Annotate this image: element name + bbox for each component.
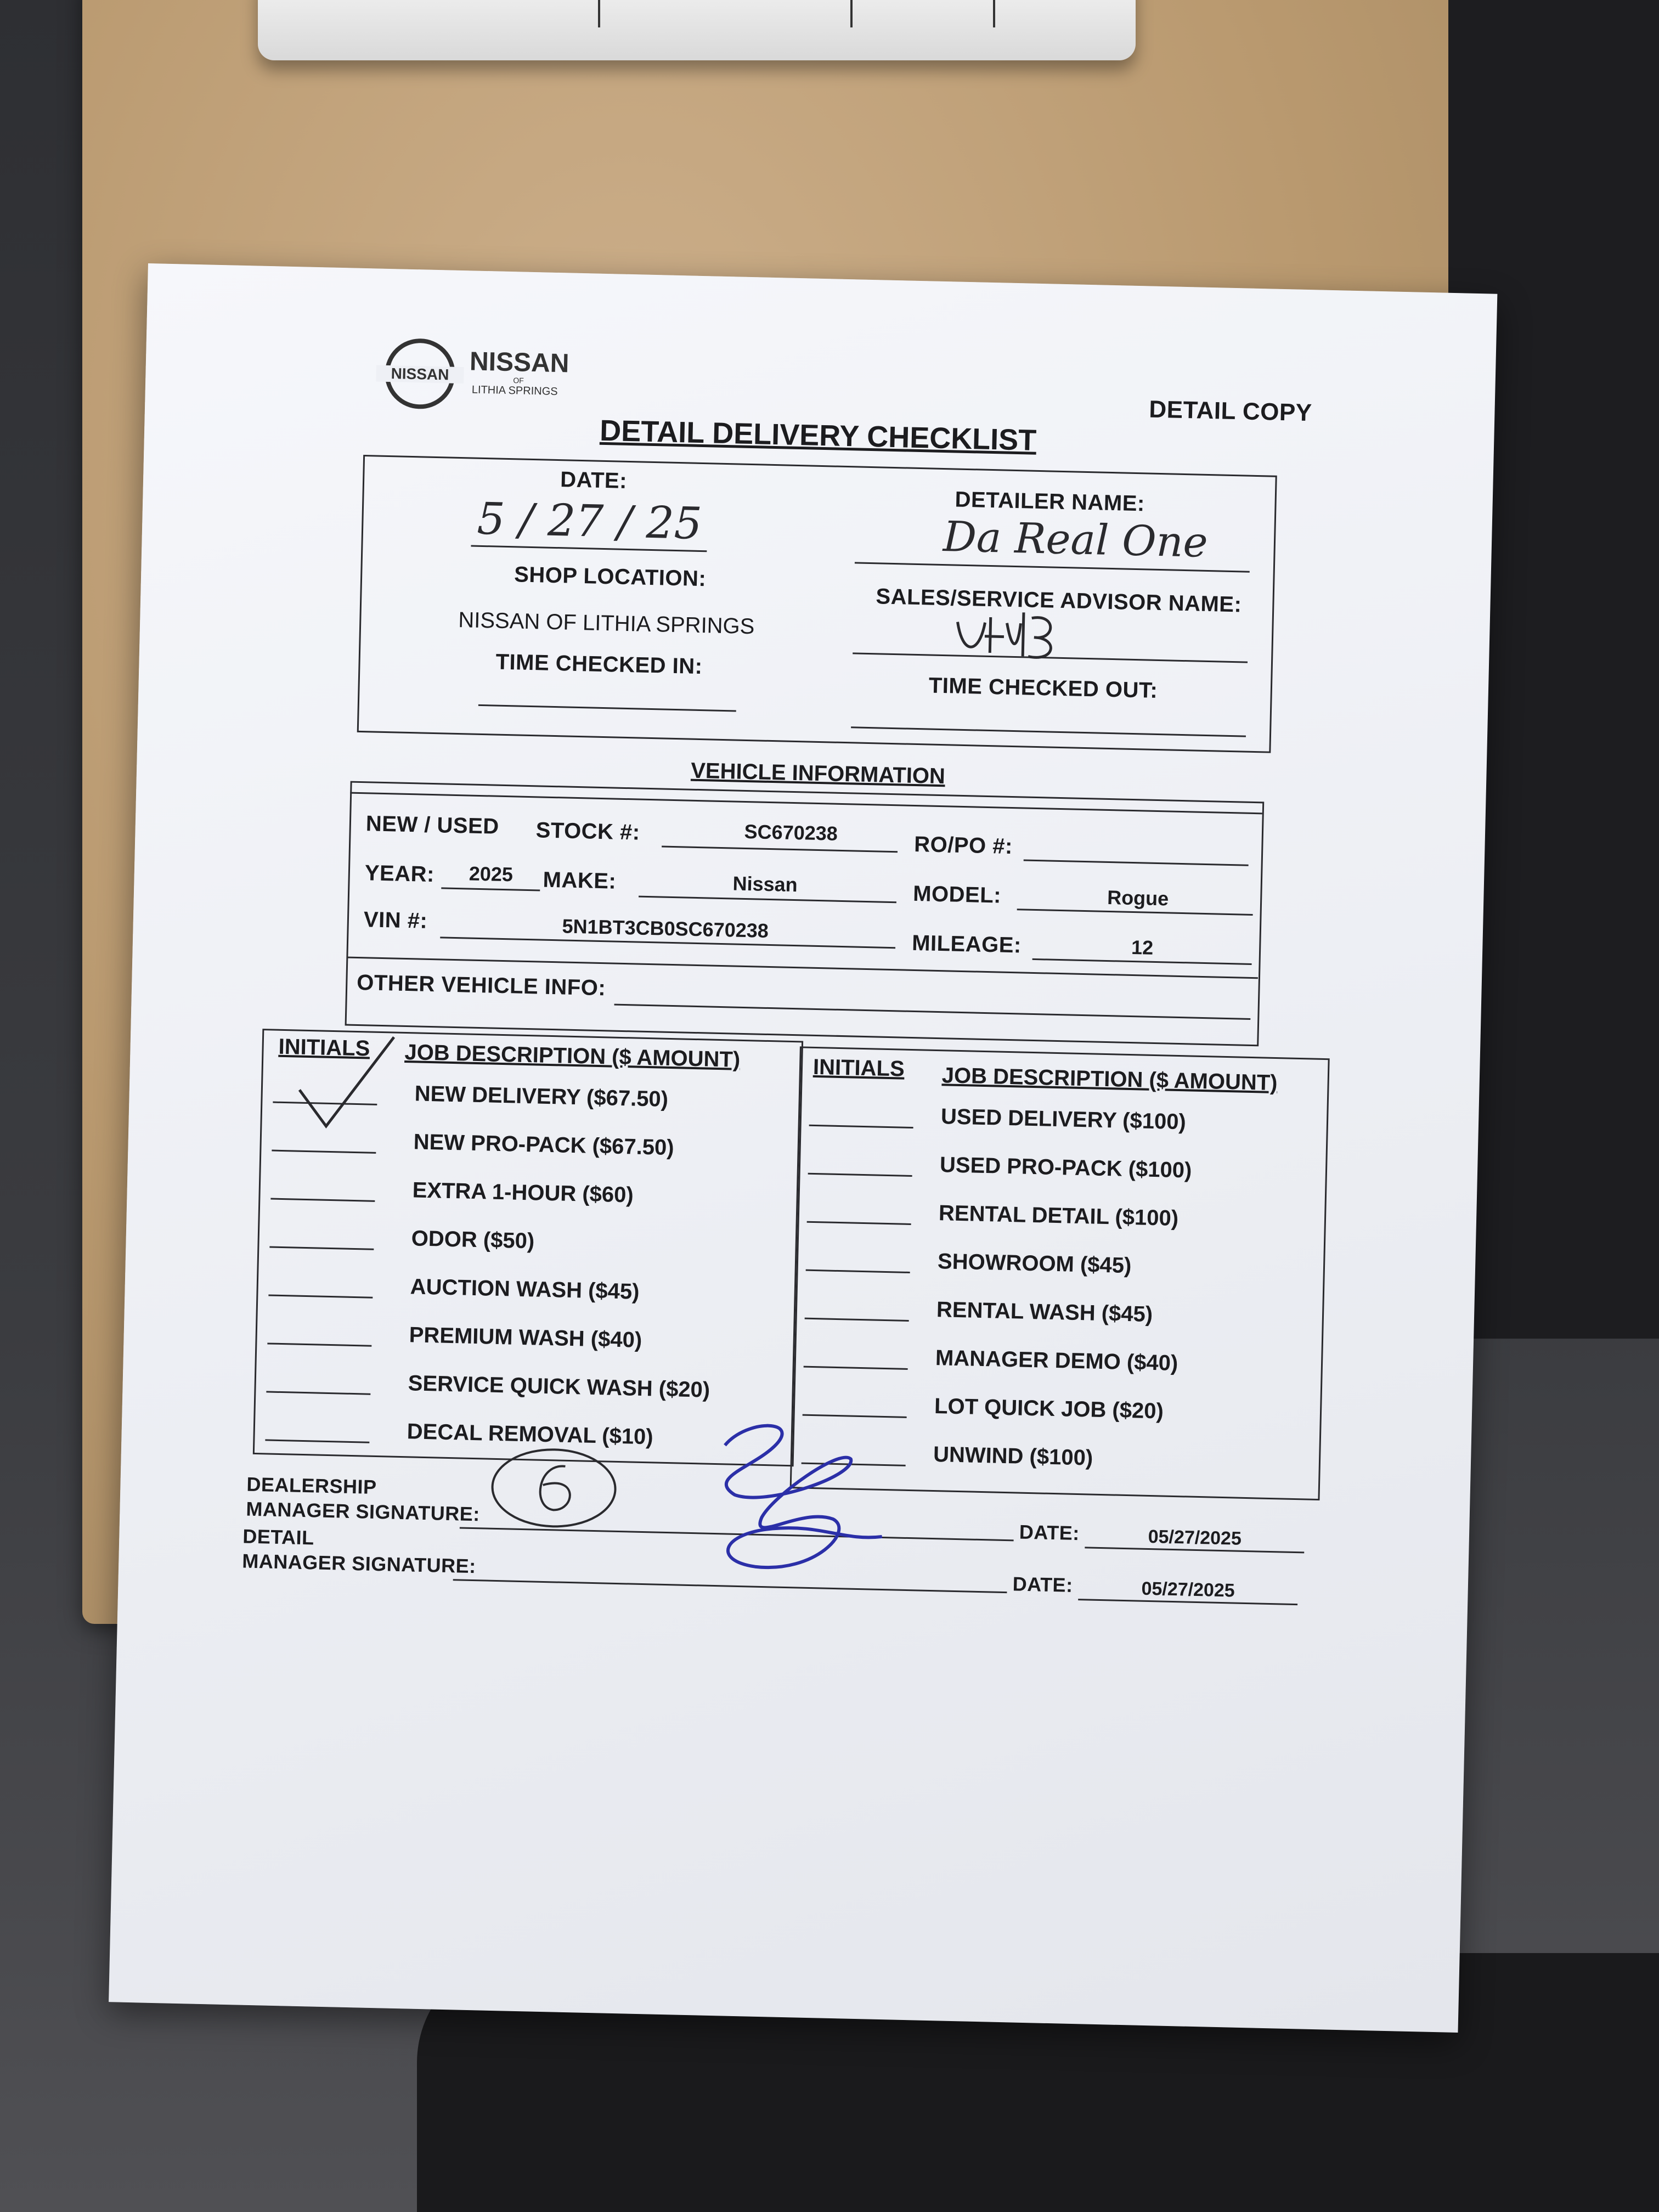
vehicle-section-title: VEHICLE INFORMATION bbox=[690, 758, 946, 789]
right-job-label: UNWIND ($100) bbox=[933, 1442, 1093, 1470]
mileage-label: MILEAGE: bbox=[911, 930, 1022, 958]
new-used-label: NEW / USED bbox=[365, 811, 500, 839]
time-out-label: TIME CHECKED OUT: bbox=[928, 673, 1158, 703]
dealership-date-value: 05/27/2025 bbox=[1148, 1526, 1242, 1549]
stock-value: SC670238 bbox=[744, 820, 838, 845]
make-value: Nissan bbox=[732, 872, 798, 896]
left-desc-header: JOB DESCRIPTION ($ AMOUNT) bbox=[404, 1040, 741, 1072]
checkmark-icon bbox=[287, 1024, 399, 1136]
detailer-label: DETAILER NAME: bbox=[955, 487, 1146, 516]
advisor-signature-icon bbox=[951, 605, 1073, 668]
left-job-label: NEW DELIVERY ($67.50) bbox=[414, 1081, 669, 1111]
checklist-sheet bbox=[109, 263, 1497, 2033]
make-label: MAKE: bbox=[543, 867, 617, 894]
dealership-label-1: DEALERSHIP bbox=[246, 1472, 377, 1499]
model-value: Rogue bbox=[1107, 885, 1169, 910]
vin-value: 5N1BT3CB0SC670238 bbox=[562, 915, 769, 942]
svg-text:NISSAN: NISSAN bbox=[391, 365, 449, 383]
dealership-signature-icon bbox=[481, 1440, 626, 1542]
other-info-label: OTHER VEHICLE INFO: bbox=[356, 970, 606, 1001]
left-initials-header: INITIALS bbox=[278, 1034, 370, 1061]
left-job-label: DECAL REMOVAL ($10) bbox=[407, 1419, 654, 1449]
year-value: 2025 bbox=[469, 862, 514, 886]
shop-location-value: NISSAN OF LITHIA SPRINGS bbox=[458, 608, 755, 639]
detail-label-2: MANAGER SIGNATURE: bbox=[241, 1549, 477, 1578]
detail-date-value: 05/27/2025 bbox=[1141, 1578, 1235, 1601]
detail-signature-icon bbox=[689, 1412, 890, 1592]
mileage-value: 12 bbox=[1131, 935, 1154, 959]
brand-location: LITHIA SPRINGS bbox=[471, 383, 558, 398]
left-job-label: ODOR ($50) bbox=[411, 1226, 535, 1254]
model-label: MODEL: bbox=[912, 881, 1002, 908]
left-job-label: PREMIUM WASH ($40) bbox=[409, 1323, 642, 1352]
brand-name: NISSAN bbox=[469, 347, 570, 379]
dealership-label-2: MANAGER SIGNATURE: bbox=[246, 1497, 481, 1526]
right-desc-header: JOB DESCRIPTION ($ AMOUNT) bbox=[941, 1063, 1278, 1096]
shop-location-label: SHOP LOCATION: bbox=[514, 562, 707, 591]
nissan-emblem-icon bbox=[375, 334, 465, 413]
date-handwritten: 5 / 27 / 25 bbox=[476, 493, 703, 550]
copy-label: DETAIL COPY bbox=[1148, 396, 1313, 427]
dealership-date-label: DATE: bbox=[1019, 1520, 1080, 1545]
detail-label-1: DETAIL bbox=[242, 1525, 315, 1549]
right-job-label: RENTAL DETAIL ($100) bbox=[938, 1201, 1179, 1231]
time-in-label: TIME CHECKED IN: bbox=[495, 650, 703, 679]
right-job-label: USED DELIVERY ($100) bbox=[940, 1104, 1187, 1135]
right-job-label: MANAGER DEMO ($40) bbox=[935, 1346, 1178, 1376]
brand-of: OF bbox=[513, 376, 524, 385]
advisor-label: SALES/SERVICE ADVISOR NAME: bbox=[876, 584, 1242, 617]
paper-roll bbox=[258, 0, 1136, 60]
right-job-label: RENTAL WASH ($45) bbox=[936, 1297, 1153, 1327]
nissan-logo bbox=[375, 334, 607, 416]
stock-label: STOCK #: bbox=[535, 818, 641, 845]
left-job-label: SERVICE QUICK WASH ($20) bbox=[408, 1371, 710, 1402]
detailer-handwritten: Da Real One bbox=[943, 512, 1209, 567]
left-job-label: NEW PRO-PACK ($67.50) bbox=[413, 1130, 675, 1160]
date-label: DATE: bbox=[560, 467, 628, 493]
ropo-label: RO/PO #: bbox=[913, 832, 1013, 859]
right-job-label: SHOWROOM ($45) bbox=[937, 1249, 1132, 1278]
right-job-label: USED PRO-PACK ($100) bbox=[939, 1153, 1192, 1183]
vin-label: VIN #: bbox=[363, 907, 428, 933]
form-title: DETAIL DELIVERY CHECKLIST bbox=[599, 414, 1037, 457]
left-job-label: EXTRA 1-HOUR ($60) bbox=[412, 1178, 634, 1207]
left-job-label: AUCTION WASH ($45) bbox=[410, 1274, 640, 1304]
year-label: YEAR: bbox=[364, 861, 435, 887]
right-initials-header: INITIALS bbox=[812, 1054, 905, 1081]
detail-date-label: DATE: bbox=[1012, 1572, 1074, 1596]
right-job-label: LOT QUICK JOB ($20) bbox=[934, 1394, 1164, 1424]
